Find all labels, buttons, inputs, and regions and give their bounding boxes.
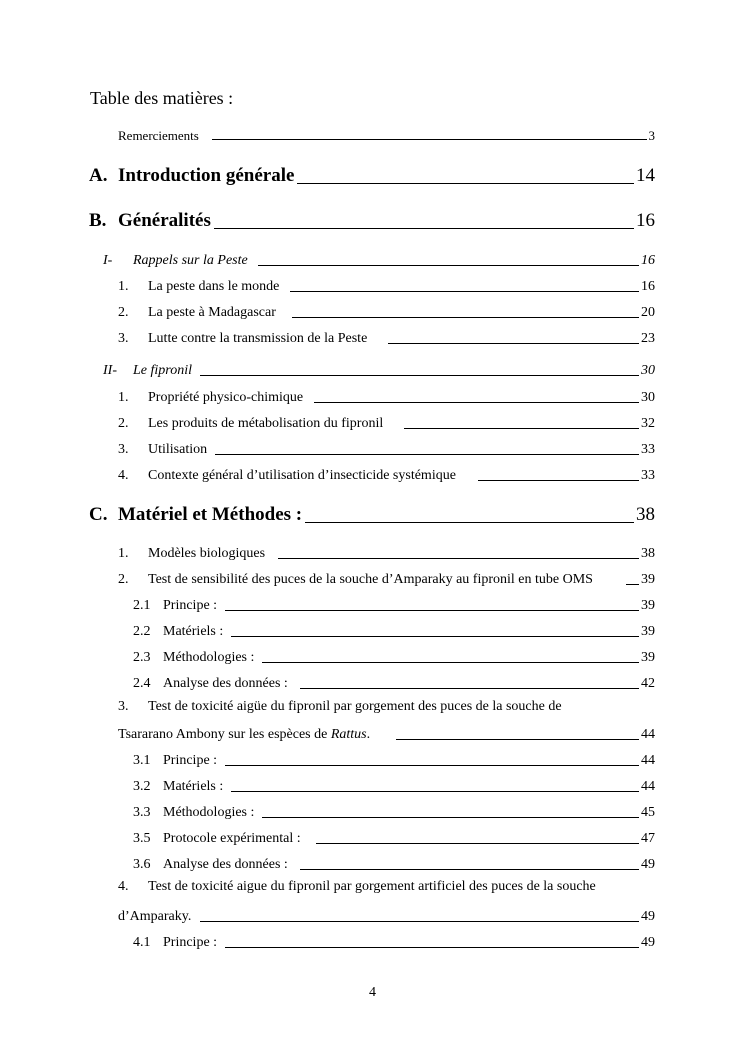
- toc-entry-number: 2.3: [133, 650, 151, 665]
- toc-entry-c3-6[interactable]: [0, 852, 745, 872]
- leader-line: [212, 139, 655, 140]
- toc-entry-b2-2[interactable]: [0, 411, 745, 431]
- toc-entry-label: Rappels sur la Peste: [133, 254, 251, 268]
- toc-entry-c3-number: 3.: [118, 699, 129, 714]
- toc-entry-number: I-: [103, 253, 113, 268]
- leader-line: [200, 921, 655, 922]
- toc-entry-page: 3: [648, 128, 655, 143]
- leader-line: [404, 428, 655, 429]
- toc-entry-number: 2.: [118, 572, 129, 587]
- toc-entry-c1[interactable]: [0, 541, 745, 561]
- toc-entry-number: 3.2: [133, 779, 151, 794]
- toc-entry-number: C.: [89, 504, 108, 525]
- toc-entry-number: 3.6: [133, 857, 151, 872]
- toc-entry-c3-label-line1[interactable]: Test de toxicité aigüe du fipronil par gorgement des puces de la souche de: [148, 699, 562, 714]
- leader-line: [225, 947, 655, 948]
- toc-entry-number: 3.: [118, 442, 129, 457]
- toc-entry-c3-2[interactable]: [0, 774, 745, 794]
- toc-entry-label: Remerciements: [118, 129, 202, 142]
- toc-entry-page: 44: [641, 727, 655, 742]
- toc-entry-c2[interactable]: [0, 567, 745, 587]
- leader-line: [225, 765, 655, 766]
- leader-line: [278, 558, 655, 559]
- toc-entry-label: Méthodologies :: [163, 651, 257, 665]
- toc-entry-number: 1.: [118, 390, 129, 405]
- toc-entry-c4[interactable]: [0, 904, 745, 924]
- toc-entry-label: Matériels :: [163, 625, 226, 639]
- toc-entry-c2-2[interactable]: [0, 619, 745, 639]
- leader-line: [292, 317, 655, 318]
- toc-entry-page: 33: [641, 468, 655, 483]
- toc-entry-number: 2.1: [133, 598, 151, 613]
- toc-entry-label-text: Tsararano Ambony sur les espèces de: [118, 727, 331, 742]
- toc-entry-page: 45: [641, 805, 655, 820]
- toc-entry-number: 3.: [118, 331, 129, 346]
- toc-entry-c4-1[interactable]: [0, 930, 745, 950]
- toc-entry-label: La peste dans le monde: [148, 280, 282, 294]
- toc-entry-number: 2.4: [133, 676, 151, 691]
- toc-entry-number: A.: [89, 165, 108, 186]
- toc-entry-remerciements[interactable]: [0, 122, 745, 142]
- toc-entry-section-a[interactable]: [0, 165, 745, 185]
- toc-entry-page: 49: [641, 909, 655, 924]
- toc-entry-page: 14: [636, 165, 655, 186]
- toc-entry-label: Principe :: [163, 754, 220, 768]
- toc-entry-c3-5[interactable]: [0, 826, 745, 846]
- leader-line: [316, 843, 655, 844]
- leader-line: [285, 183, 655, 184]
- toc-entry-label: Principe :: [163, 936, 220, 950]
- toc-entry-page: 39: [641, 598, 655, 613]
- toc-entry-page: 38: [641, 546, 655, 561]
- toc-entry-label-genus: Rattus: [330, 727, 367, 742]
- toc-entry-c3-3[interactable]: [0, 800, 745, 820]
- toc-entry-number: II-: [103, 363, 117, 378]
- leader-line: [314, 402, 655, 403]
- toc-entry-label: Analyse des données :: [163, 677, 291, 691]
- toc-entry-label: Analyse des données :: [163, 858, 291, 872]
- toc-entry-page: 39: [641, 650, 655, 665]
- toc-entry-number: 1.: [118, 546, 129, 561]
- toc-entry-b1[interactable]: [0, 248, 745, 268]
- toc-entry-c3[interactable]: [0, 722, 745, 742]
- toc-entry-page: 39: [641, 572, 655, 587]
- toc-entry-number: 4.1: [133, 935, 151, 950]
- leader-line: [290, 522, 655, 523]
- leader-line: [258, 265, 655, 266]
- toc-entry-b2[interactable]: [0, 358, 745, 378]
- toc-entry-label: Introduction générale: [118, 166, 297, 185]
- leader-line: [225, 610, 655, 611]
- leader-line: [215, 454, 655, 455]
- toc-entry-c2-3[interactable]: [0, 645, 745, 665]
- toc-entry-b1-2[interactable]: [0, 300, 745, 320]
- toc-entry-label: Utilisation: [148, 443, 210, 457]
- toc-entry-label: Modèles biologiques: [148, 547, 268, 561]
- toc-entry-b1-1[interactable]: [0, 274, 745, 294]
- toc-entry-page: 32: [641, 416, 655, 431]
- page-number-footer: 4: [369, 985, 376, 1000]
- toc-entry-label: Le fipronil: [133, 364, 195, 378]
- leader-line: [262, 662, 655, 663]
- toc-entry-label: Lutte contre la transmission de la Peste: [148, 332, 370, 346]
- toc-entry-page: 33: [641, 442, 655, 457]
- toc-entry-number: 3.3: [133, 805, 151, 820]
- toc-entry-b2-4[interactable]: [0, 463, 745, 483]
- toc-entry-label: d’Amparaky.: [118, 910, 194, 924]
- toc-title: Table des matières :: [90, 88, 234, 108]
- toc-entry-page: 23: [641, 331, 655, 346]
- toc-entry-label: Méthodologies :: [163, 806, 257, 820]
- toc-entry-page: 39: [641, 624, 655, 639]
- toc-entry-c2-4[interactable]: [0, 671, 745, 691]
- toc-entry-page: 30: [641, 390, 655, 405]
- leader-line: [231, 791, 655, 792]
- toc-entry-page: 38: [636, 504, 655, 525]
- toc-entry-page: 30: [641, 363, 655, 378]
- toc-entry-c2-1[interactable]: [0, 593, 745, 613]
- toc-entry-number: 2.: [118, 305, 129, 320]
- toc-entry-page: 20: [641, 305, 655, 320]
- leader-line: [478, 480, 655, 481]
- toc-entry-b2-1[interactable]: [0, 385, 745, 405]
- leader-line: [262, 817, 655, 818]
- toc-entry-number: 1.: [118, 279, 129, 294]
- toc-entry-c4-label-line1[interactable]: Test de toxicité aigue du fipronil par gorgement artificiel des puces de la souche: [148, 879, 596, 894]
- toc-entry-page: 16: [641, 279, 655, 294]
- toc-entry-number: 3.1: [133, 753, 151, 768]
- toc-entry-page: 44: [641, 779, 655, 794]
- toc-entry-page: 47: [641, 831, 655, 846]
- leader-line: [231, 636, 655, 637]
- leader-line: [300, 688, 655, 689]
- toc-entry-page: 16: [641, 253, 655, 268]
- toc-entry-page: 49: [641, 857, 655, 872]
- toc-entry-page: 42: [641, 676, 655, 691]
- leader-line: [205, 228, 655, 229]
- toc-entry-label: Généralités: [118, 211, 214, 230]
- toc-entry-page: 16: [636, 210, 655, 231]
- leader-line: [396, 739, 655, 740]
- toc-entry-page: 49: [641, 935, 655, 950]
- leader-line: [388, 343, 655, 344]
- leader-line: [200, 375, 655, 376]
- toc-entry-section-b[interactable]: [0, 210, 745, 230]
- leader-line: [300, 869, 655, 870]
- toc-entry-page: 44: [641, 753, 655, 768]
- toc-entry-number: B.: [89, 210, 107, 231]
- toc-entry-c4-number: 4.: [118, 879, 129, 894]
- toc-entry-label: La peste à Madagascar: [148, 306, 279, 320]
- toc-entry-label: Contexte général d’utilisation d’insecticide systémique: [148, 469, 459, 483]
- toc-entry-label: Matériel et Méthodes :: [118, 505, 305, 524]
- toc-entry-label: Principe :: [163, 599, 220, 613]
- toc-entry-label: [118, 728, 373, 742]
- toc-entry-label: Propriété physico-chimique: [148, 391, 306, 405]
- toc-entry-label: Test de sensibilité des puces de la souche d’Amparaky au fipronil en tube OMS: [148, 573, 596, 587]
- toc-entry-b1-3[interactable]: [0, 326, 745, 346]
- toc-entry-label: Protocole expérimental :: [163, 832, 304, 846]
- toc-entry-number: 4.: [118, 468, 129, 483]
- toc-entry-section-c[interactable]: [0, 504, 745, 524]
- toc-entry-number: 2.2: [133, 624, 151, 639]
- toc-entry-label: Les produits de métabolisation du fipronil: [148, 417, 386, 431]
- toc-entry-label: Matériels :: [163, 780, 226, 794]
- toc-entry-number: 2.: [118, 416, 129, 431]
- leader-line: [290, 291, 655, 292]
- toc-entry-b2-3[interactable]: [0, 437, 745, 457]
- toc-entry-c3-1[interactable]: [0, 748, 745, 768]
- toc-entry-number: 3.5: [133, 831, 151, 846]
- toc-entry-label-period: .: [366, 727, 371, 742]
